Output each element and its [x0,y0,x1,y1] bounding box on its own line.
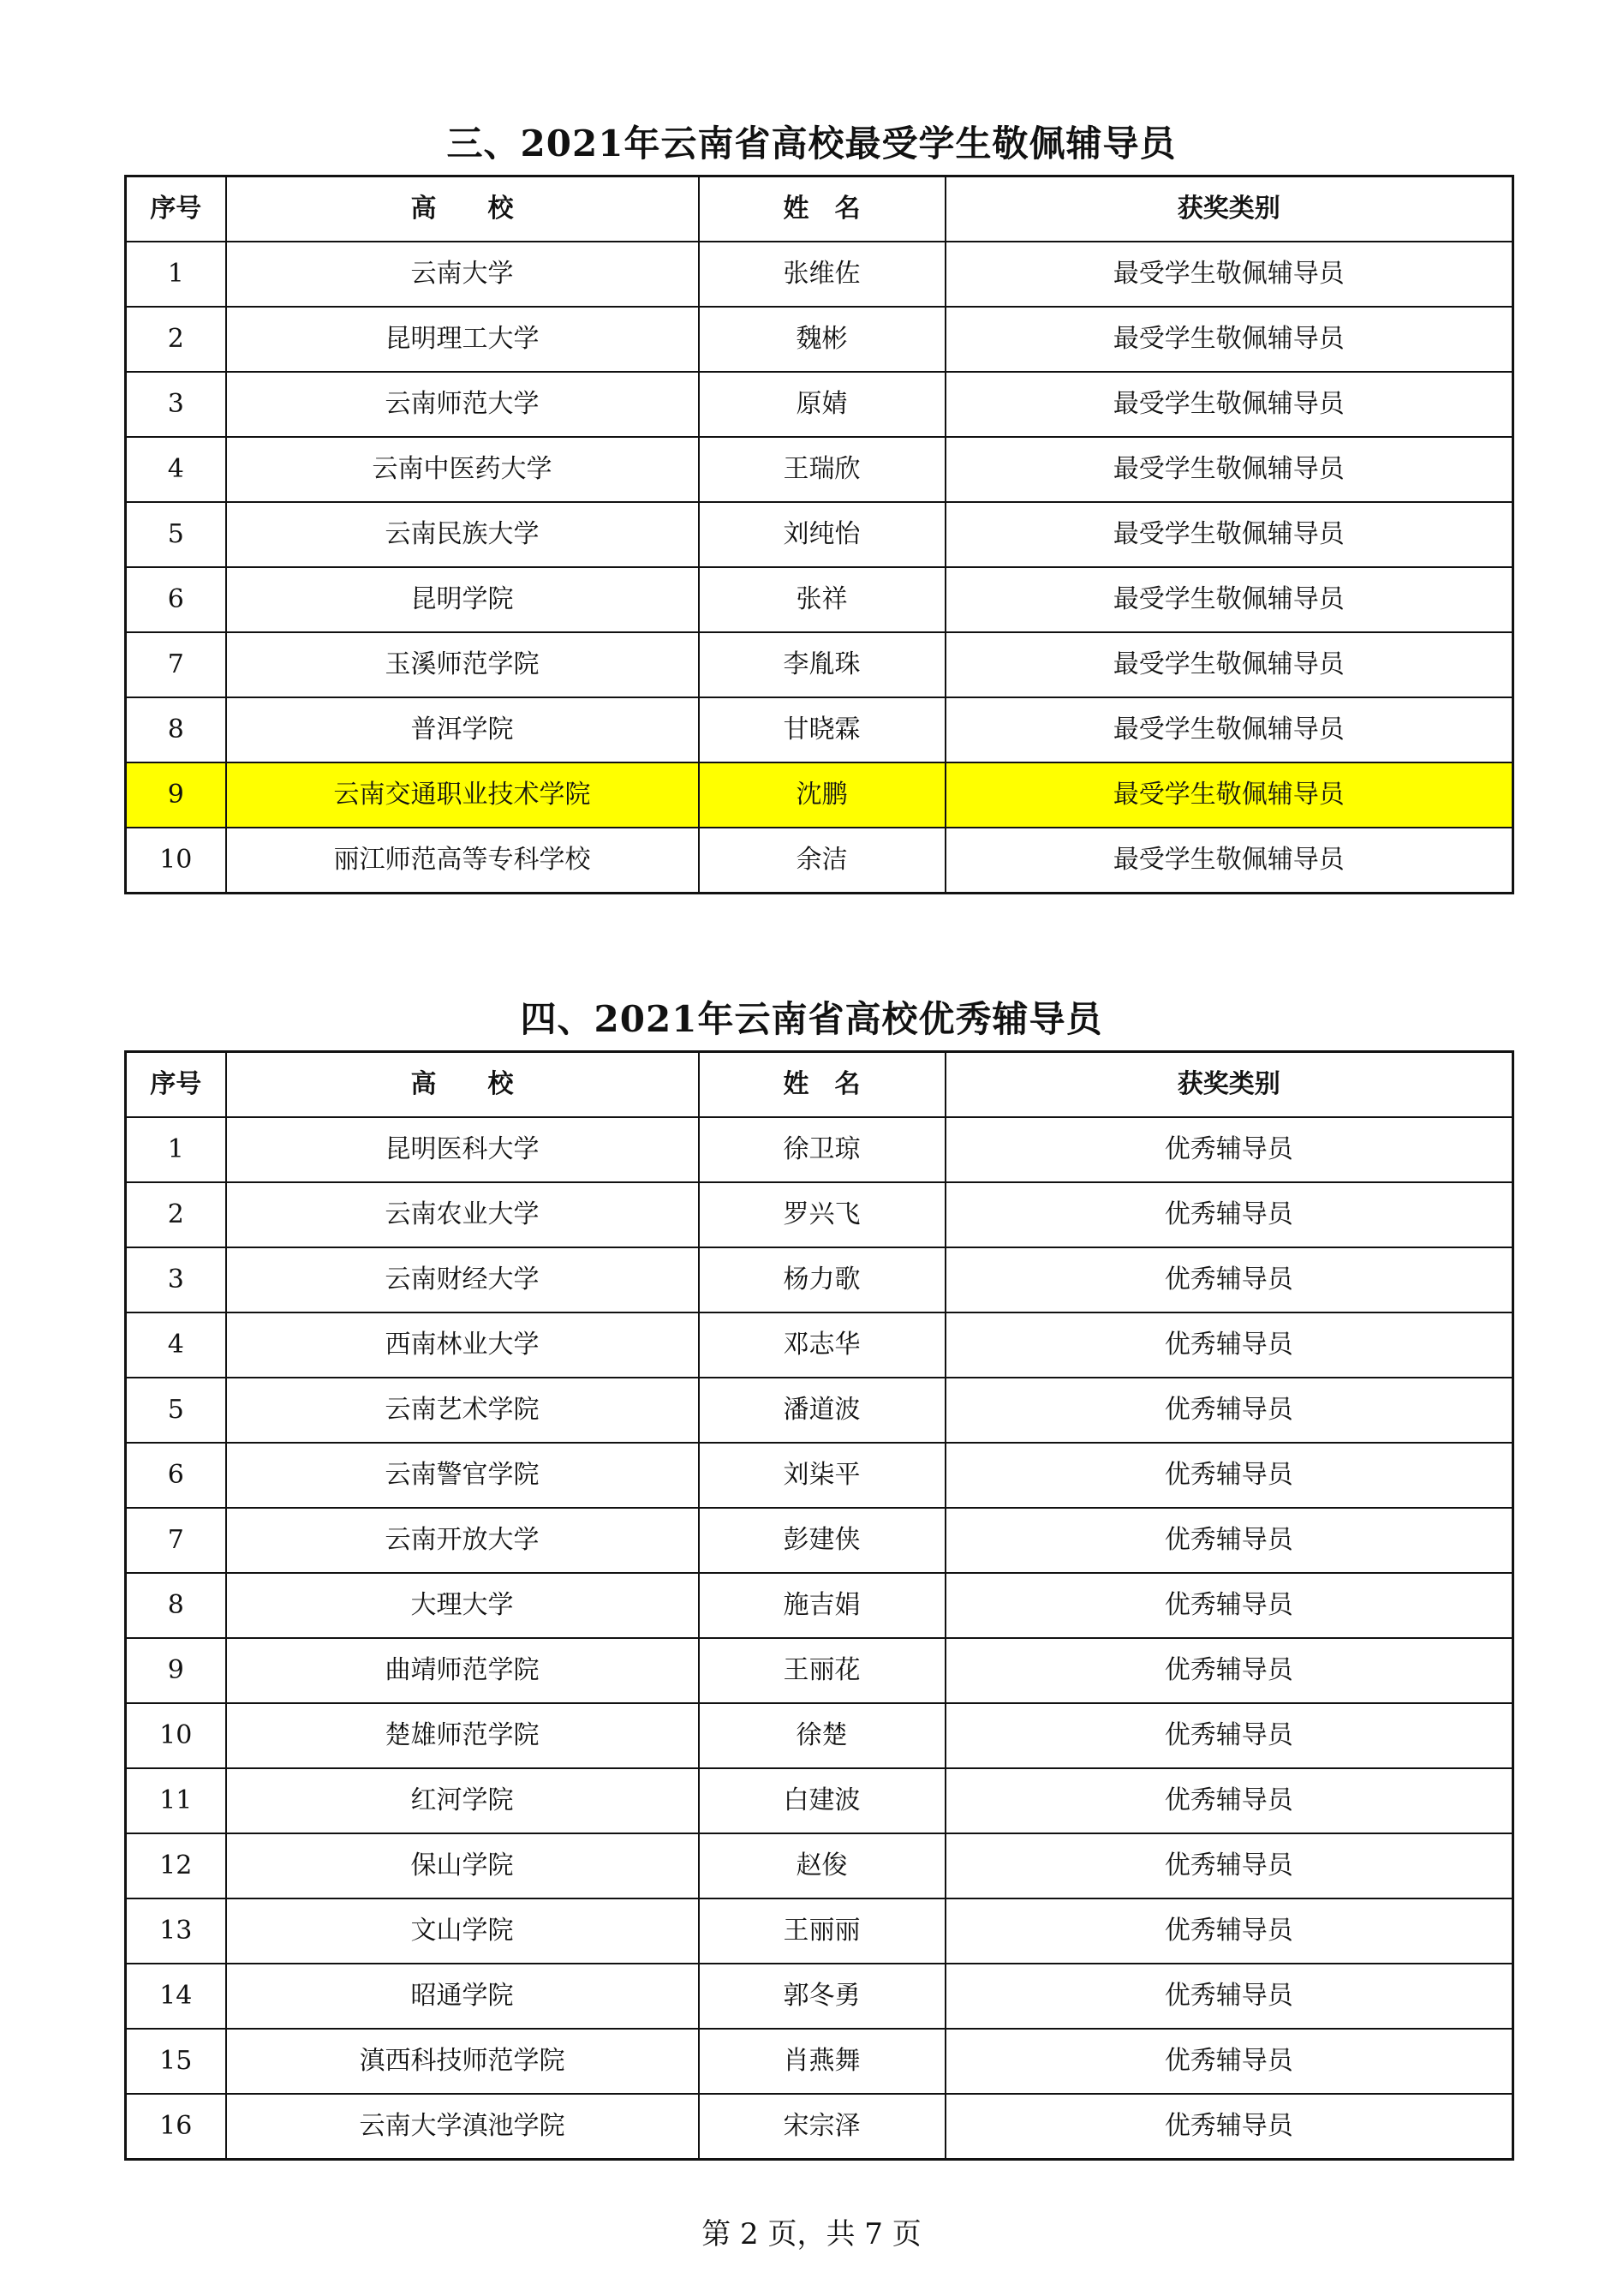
cell-school: 昭通学院 [226,1964,699,2029]
cell-category: 优秀辅导员 [946,1833,1513,1898]
table-row [126,1117,1513,1182]
table-row [126,1443,1513,1508]
cell-school: 昆明学院 [226,567,699,632]
excellent-counselors-table [124,1050,1514,2161]
cell-school: 文山学院 [226,1898,699,1964]
cell-name: 余洁 [699,828,946,894]
header-category: 获奖类别 [946,176,1513,242]
cell-category: 最受学生敬佩辅导员 [946,242,1513,307]
cell-index: 1 [126,242,226,307]
cell-name: 白建波 [699,1768,946,1833]
cell-category: 最受学生敬佩辅导员 [946,697,1513,762]
cell-name: 张维佐 [699,242,946,307]
cell-index: 15 [126,2029,226,2094]
cell-category: 最受学生敬佩辅导员 [946,632,1513,697]
cell-name: 罗兴飞 [699,1182,946,1247]
cell-index: 3 [126,1247,226,1312]
cell-category: 优秀辅导员 [946,1117,1513,1182]
cell-name: 沈鹏 [699,762,946,828]
cell-name: 赵俊 [699,1833,946,1898]
cell-name: 魏彬 [699,307,946,372]
table-row [126,828,1513,894]
header-index: 序号 [126,176,226,242]
cell-index: 7 [126,1508,226,1573]
table-row [126,697,1513,762]
cell-index: 9 [126,762,226,828]
header-index: 序号 [126,1052,226,1118]
cell-category: 最受学生敬佩辅导员 [946,762,1513,828]
cell-index: 2 [126,1182,226,1247]
cell-category: 优秀辅导员 [946,1508,1513,1573]
cell-school: 云南警官学院 [226,1443,699,1508]
header-name: 姓 名 [699,1052,946,1118]
table-row [126,567,1513,632]
cell-name: 张祥 [699,567,946,632]
cell-name: 李胤珠 [699,632,946,697]
cell-category: 优秀辅导员 [946,1312,1513,1378]
cell-name: 徐卫琼 [699,1117,946,1182]
cell-school: 云南财经大学 [226,1247,699,1312]
section-title-most-respected: 三、2021年云南省高校最受学生敬佩辅导员 [446,123,1177,164]
table-row [126,502,1513,567]
cell-name: 王丽花 [699,1638,946,1703]
cell-index: 16 [126,2094,226,2160]
page-number-footer: 第 2 页，共 7 页 [701,2217,922,2251]
cell-school: 楚雄师范学院 [226,1703,699,1768]
cell-index: 13 [126,1898,226,1964]
table-row [126,1247,1513,1312]
cell-school: 丽江师范高等专科学校 [226,828,699,894]
section-title-excellent: 四、2021年云南省高校优秀辅导员 [520,998,1103,1040]
table-row [126,1964,1513,2029]
cell-category: 最受学生敬佩辅导员 [946,828,1513,894]
table-row [126,242,1513,307]
cell-name: 徐楚 [699,1703,946,1768]
header-category: 获奖类别 [946,1052,1513,1118]
cell-index: 8 [126,697,226,762]
table-row [126,1638,1513,1703]
cell-category: 最受学生敬佩辅导员 [946,437,1513,502]
cell-name: 杨力歌 [699,1247,946,1312]
cell-index: 5 [126,502,226,567]
cell-index: 12 [126,1833,226,1898]
table-header-row [126,176,1513,242]
cell-index: 14 [126,1964,226,2029]
cell-school: 云南艺术学院 [226,1378,699,1443]
cell-school: 云南师范大学 [226,372,699,437]
cell-index: 10 [126,828,226,894]
table-row [126,437,1513,502]
cell-index: 4 [126,1312,226,1378]
cell-school: 云南开放大学 [226,1508,699,1573]
cell-index: 3 [126,372,226,437]
cell-name: 王丽丽 [699,1898,946,1964]
cell-index: 6 [126,567,226,632]
table-header-row [126,1052,1513,1118]
cell-school: 保山学院 [226,1833,699,1898]
cell-school: 昆明医科大学 [226,1117,699,1182]
cell-name: 肖燕舞 [699,2029,946,2094]
cell-category: 优秀辅导员 [946,1703,1513,1768]
cell-category: 优秀辅导员 [946,1898,1513,1964]
table-row [126,1898,1513,1964]
cell-category: 最受学生敬佩辅导员 [946,372,1513,437]
cell-school: 滇西科技师范学院 [226,2029,699,2094]
cell-school: 西南林业大学 [226,1312,699,1378]
cell-category: 优秀辅导员 [946,1247,1513,1312]
cell-school: 大理大学 [226,1573,699,1638]
cell-category: 优秀辅导员 [946,1964,1513,2029]
table-row [126,632,1513,697]
table-row [126,1508,1513,1573]
cell-category: 优秀辅导员 [946,1638,1513,1703]
cell-school: 曲靖师范学院 [226,1638,699,1703]
cell-school: 云南农业大学 [226,1182,699,1247]
table-row [126,1703,1513,1768]
cell-name: 王瑞欣 [699,437,946,502]
table-row [126,307,1513,372]
cell-name: 邓志华 [699,1312,946,1378]
cell-name: 刘柒平 [699,1443,946,1508]
cell-category: 优秀辅导员 [946,2029,1513,2094]
cell-category: 优秀辅导员 [946,1182,1513,1247]
table-row [126,1182,1513,1247]
header-school: 高 校 [226,1052,699,1118]
cell-name: 甘晓霖 [699,697,946,762]
cell-school: 玉溪师范学院 [226,632,699,697]
header-school: 高 校 [226,176,699,242]
cell-school: 云南民族大学 [226,502,699,567]
cell-name: 潘道波 [699,1378,946,1443]
table-row [126,2029,1513,2094]
cell-index: 5 [126,1378,226,1443]
table-row [126,1378,1513,1443]
cell-school: 红河学院 [226,1768,699,1833]
cell-category: 优秀辅导员 [946,1443,1513,1508]
cell-category: 最受学生敬佩辅导员 [946,307,1513,372]
table-row [126,1833,1513,1898]
cell-index: 8 [126,1573,226,1638]
table-row [126,2094,1513,2160]
header-name: 姓 名 [699,176,946,242]
cell-school: 云南大学滇池学院 [226,2094,699,2160]
cell-index: 10 [126,1703,226,1768]
cell-category: 最受学生敬佩辅导员 [946,567,1513,632]
table-row [126,1312,1513,1378]
cell-index: 7 [126,632,226,697]
cell-index: 2 [126,307,226,372]
cell-school: 云南大学 [226,242,699,307]
cell-index: 9 [126,1638,226,1703]
cell-name: 刘纯怡 [699,502,946,567]
cell-name: 原婧 [699,372,946,437]
cell-category: 优秀辅导员 [946,1573,1513,1638]
cell-name: 施吉娟 [699,1573,946,1638]
table-row-highlighted [126,762,1513,828]
cell-index: 11 [126,1768,226,1833]
table-row [126,1573,1513,1638]
most-respected-counselors-table [124,175,1514,894]
table-row [126,1768,1513,1833]
cell-school: 云南中医药大学 [226,437,699,502]
cell-school: 昆明理工大学 [226,307,699,372]
table-row [126,372,1513,437]
cell-index: 6 [126,1443,226,1508]
cell-name: 郭冬勇 [699,1964,946,2029]
cell-category: 优秀辅导员 [946,1768,1513,1833]
cell-name: 宋宗泽 [699,2094,946,2160]
cell-category: 优秀辅导员 [946,2094,1513,2160]
cell-index: 4 [126,437,226,502]
cell-category: 最受学生敬佩辅导员 [946,502,1513,567]
cell-category: 优秀辅导员 [946,1378,1513,1443]
cell-index: 1 [126,1117,226,1182]
cell-school: 普洱学院 [226,697,699,762]
cell-name: 彭建侠 [699,1508,946,1573]
cell-school: 云南交通职业技术学院 [226,762,699,828]
